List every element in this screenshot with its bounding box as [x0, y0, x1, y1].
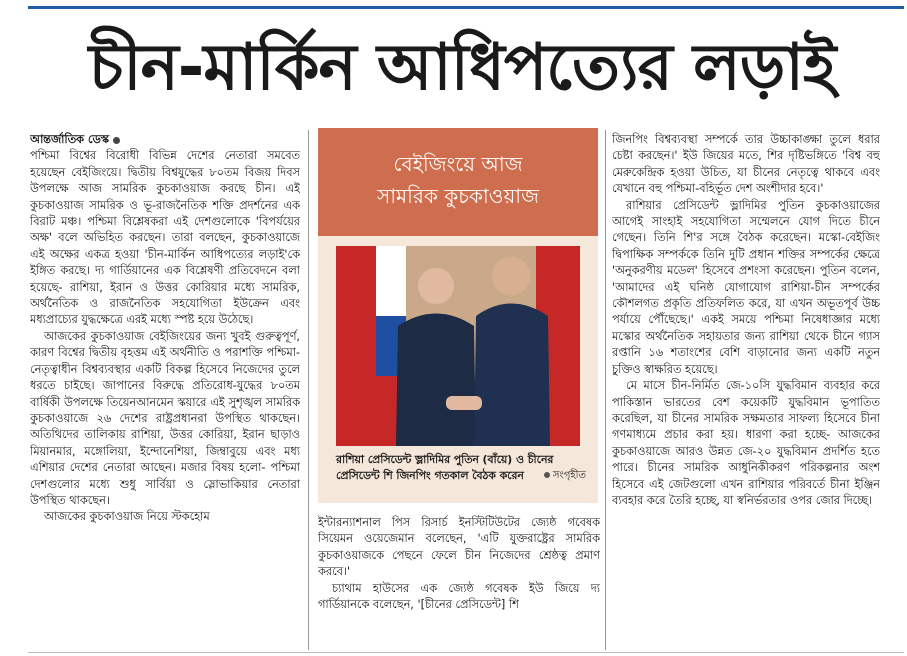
desk-line	[30, 132, 300, 148]
paragraph: আজকের কুচকাওয়াজ নিয়ে স্টকহোম	[44, 510, 210, 524]
article-column-1	[30, 132, 300, 652]
bullet-icon	[113, 137, 120, 144]
news-photo	[336, 246, 580, 446]
paragraph: ইন্টারন্যাশনাল পিস রিসার্চ ইনস্টিটিউটের জ্যেষ্ঠ গবেষক সিয়েমন ওয়েজেমান বলেছেন, 'এটি যুক্তরাষ্ট্রের সামরিক কুচকাওয়াজকে পেছনে ফেলে চীন নিজেদের শ্রেষ্ঠত্ব প্রমাণ করবে।'	[318, 516, 600, 579]
paragraph: চ্যাথাম হাউসের এক জ্যেষ্ঠ গবেষক ইউ জিয়ে দ্য গার্ডিয়ানকে বলেছেন, '[চীনের প্রেসিডেন্ট] শি	[318, 581, 600, 612]
photo-caption	[336, 452, 586, 484]
feature-title-line: বেইজিংয়ে আজ	[393, 152, 523, 176]
bullet-icon	[544, 472, 550, 478]
paragraph: আজকের কুচকাওয়াজ বেইজিংয়ের জন্য খুবই গুরুত্বপূর্ণ, কারণ বিশ্বের দ্বিতীয় বৃহত্তম এই অর্থনীতি ও পরাশক্তি পশ্চিমা-নেতৃত্বাধীন বিশ্বব্যবস্থার একটি বিকল্প হিসেবে নিজেদের তুলে ধরতে চাইছে। জাপানের বিরুদ্ধে প্রতিরোধ-যুদ্ধের ৮০তম বার্ষিকী উপলক্ষে তিয়েনআনমেন স্কয়ারে এই সুশৃঙ্খল সামরিক কুচকাওয়াজে ২৬ দেশের রাষ্ট্রপ্রধানরা উপস্থিত থাকছেন। অতিথিদের তালিকায় রাশিয়া, উত্তর কোরিয়া, ইরান ছাড়াও মিয়ানমার, মঙ্গোলিয়া, ইন্দোনেশিয়া, জিম্বাবুয়ে এবং মধ্য এশিয়ার দেশের নেতারা আছেন। মজার বিষয় হলো- পশ্চিমা দেশগুলোর মধ্যে শুধু সার্বিয়া ও স্লোভাকিয়ার নেতারা উপস্থিত থাকছেন।	[30, 329, 300, 507]
column-divider	[308, 130, 309, 650]
bottom-rule	[28, 652, 904, 653]
top-rule	[28, 6, 904, 9]
paragraph: জিনপিং বিশ্বব্যবস্থা সম্পর্কে তার উচ্চাকাঙ্ক্ষা তুলে ধরার চেষ্টা করছেন।' ইউ জিয়ের মতে, শির দৃষ্টিভঙ্গিতে 'বিশ্ব বহু মেরুকেন্দ্রিক হওয়া উচিত, যা চীনের নেতৃত্বে থাকবে এবং যেখানে বহু পশ্চিমা-বহির্ভূত দেশ অংশীদার হবে।'	[612, 133, 880, 196]
paragraph: রাশিয়ার প্রেসিডেন্ট ভ্লাদিমির পুতিন কুচকাওয়াজের আগেই সাংহাই সহযোগিতা সম্মেলনে যোগ দিতে চীনে গেছেন। তিনি শি'র সঙ্গে বৈঠক করেছেন। মস্কো-বেইজিং দ্বিপাক্ষিক সম্পর্ককে তিনি দুটি প্রধান শক্তির সম্পর্কের ক্ষেত্রে 'অনুকরণীয় মডেল' হিসেবে প্রশংসা করেছেন। পুতিন বলেন, 'আমাদের এই ঘনিষ্ঠ যোগাযোগ রাশিয়া-চীন সম্পর্কের কৌশলগত প্রকৃতি প্রতিফলিত করে, যা এখন অভূতপূর্ব উচ্চ পর্যায়ে পৌঁছেছে।' একই সময়ে পশ্চিমা নিষেধাজ্ঞার মধ্যে মস্কোর অর্থনৈতিক সহায়তার জন্য রাশিয়া থেকে চীনে গ্যাস রপ্তানি ১৬ শতাংশের বেশি বাড়ানোর জন্য একটি নতুন চুক্তিও স্বাক্ষরিত হয়েছে।	[612, 198, 880, 376]
paragraph: পশ্চিমা বিশ্বের বিরোধী বিভিন্ন দেশের নেতারা সমবেত হয়েছেন বেইজিংয়ে। দ্বিতীয় বিশ্বযুদ্ধের ৮০তম বিজয় দিবস উপলক্ষে আজ সামরিক কুচকাওয়াজ করছে চীন। এই কুচকাওয়াজ সামরিক ও ভূ-রাজনৈতিক শক্তি প্রদর্শনের এক বিরাট মঞ্চ। পশ্চিমা বিশ্লেষকরা এই দেশগুলোকে 'বিপর্যয়ের অক্ষ' বলে অভিহিত করছেন। তারা বলছেন, কুচকাওয়াজে এই অক্ষের একত্র হওয়া 'চীন-মার্কিন আধিপত্যের লড়াই'কে ইঙ্গিত করছে। দ্য গার্ডিয়ানের এক বিশ্লেষণী প্রতিবেদনে বলা হয়েছে- রাশিয়া, ইরান ও উত্তর কোরিয়ার মধ্যে সামরিক, অর্থনৈতিক ও রাজনৈতিক সহযোগিতা ইউক্রেন এবং মধ্যপ্রাচ্যের যুদ্ধক্ষেত্রে এরই মধ্যে স্পষ্ট হয়ে উঠেছে।	[30, 149, 300, 327]
article-column-3	[612, 132, 880, 652]
feature-box	[318, 128, 598, 503]
photo-credit	[544, 468, 586, 484]
desk-label: আন্তর্জাতিক ডেস্ক	[30, 133, 109, 146]
caption-text: রাশিয়া প্রেসিডেন্ট ভ্লাদিমির পুতিন (বাঁয়ে) ও চীনের প্রেসিডেন্ট শি জিনপিং গতকাল বৈঠক করেন	[336, 453, 554, 482]
headline: চীন-মার্কিন আধিপত্যের লড়াই	[88, 31, 836, 105]
feature-title-line: সামরিক কুচকাওয়াজ	[377, 184, 539, 208]
paragraph: মে মাসে চীন-নির্মিত জে-১০সি যুদ্ধবিমান ব্যবহার করে পাকিস্তান ভারতের বেশ কয়েকটি যুদ্ধবিমান ভূপাতিত করেছিল, যা চীনের সামরিক সক্ষমতার সাফল্য হিসেবে চীনা গণমাধ্যমে প্রচার করা হয়। ধারণা করা হচ্ছে- আজকের কুচকাওয়াজে আরও উন্নত জে-২০ যুদ্ধবিমান প্রদর্শিত হতে পারে। চীনের সামরিক আধুনিকীকরণ পরিকল্পনার অংশ হিসেবে এই জেটগুলো এখন রাশিয়ার পরিবর্তে চীনা ইঞ্জিন ব্যবহার করে তৈরি হচ্ছে, যা স্বনির্ভরতার ওপর জোর দিচ্ছে।	[612, 379, 880, 507]
column-divider	[605, 130, 606, 650]
photo-illustration	[336, 246, 580, 446]
article-column-2	[318, 515, 600, 655]
credit-text: সংগৃহীত	[552, 470, 586, 481]
feature-title	[318, 128, 598, 236]
